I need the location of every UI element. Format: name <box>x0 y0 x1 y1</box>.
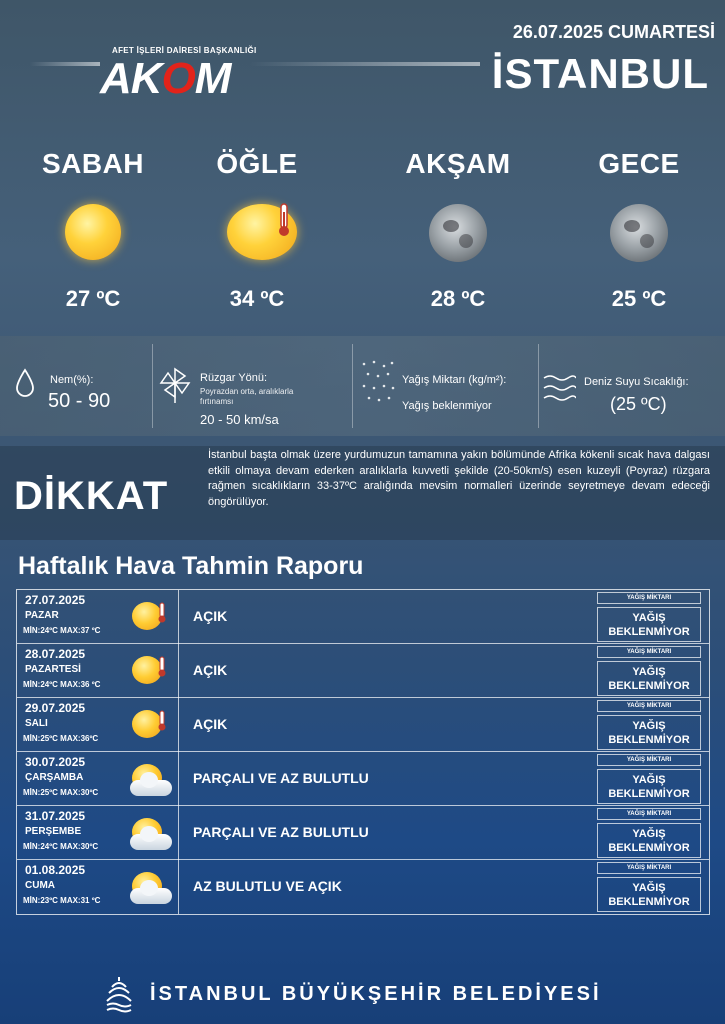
humidity-value: 50 - 90 <box>48 390 111 412</box>
row-description: AÇIK <box>193 608 228 624</box>
hot-sun-icon <box>130 600 166 634</box>
rain-cell <box>597 862 701 912</box>
row-date: 31.07.2025 <box>25 809 86 823</box>
period-label: GECE <box>598 148 680 179</box>
row-description: PARÇALI VE AZ BULUTLU <box>193 824 369 840</box>
divider <box>352 344 353 428</box>
row-date: 28.07.2025 <box>25 647 86 661</box>
partly-cloudy-icon <box>130 762 166 796</box>
day-cell <box>17 860 179 914</box>
logo-streak <box>30 62 100 66</box>
period-temp: 28 ºC <box>430 286 486 311</box>
rain-header: YAĞIŞ MİKTARI <box>597 646 701 658</box>
logo-streak <box>250 62 480 66</box>
rain-header: YAĞIŞ MİKTARI <box>597 862 701 874</box>
table-row <box>17 752 709 806</box>
rain-value: YAĞIŞ BEKLENMİYOR <box>597 877 701 912</box>
period-night <box>564 148 714 312</box>
period-temp: 27 ºC <box>65 286 121 311</box>
row-description: AÇIK <box>193 662 228 678</box>
rain-value: YAĞIŞ BEKLENMİYOR <box>597 823 701 858</box>
row-minmax: MİN:24ºC MAX:37 ºC <box>23 626 101 635</box>
rain-value: YAĞIŞ BEKLENMİYOR <box>597 661 701 696</box>
row-minmax: MİN:25ºC MAX:36ºC <box>23 734 99 743</box>
humidity-cell <box>10 336 150 436</box>
rain-cell <box>597 592 701 642</box>
row-description: AZ BULUTLU VE AÇIK <box>193 878 342 894</box>
row-minmax: MİN:25ºC MAX:30ºC <box>23 788 99 797</box>
table-row <box>17 698 709 752</box>
table-row <box>17 644 709 698</box>
partly-cloudy-icon <box>130 816 166 850</box>
sea-cell <box>540 336 722 436</box>
row-day: PAZAR <box>25 610 59 621</box>
row-day: CUMA <box>25 880 55 891</box>
footer-text: İSTANBUL BÜYÜKŞEHİR BELEDİYESİ <box>150 983 602 1005</box>
rain-cell <box>597 646 701 696</box>
ibb-emblem-icon <box>104 975 134 1013</box>
conditions-bar <box>0 336 725 436</box>
akom-subtitle: AFET İŞLERİ DAİRESİ BAŞKANLIĞI <box>112 46 257 55</box>
partly-cloudy-icon <box>130 870 166 904</box>
rain-value: YAĞIŞ BEKLENMİYOR <box>597 607 701 642</box>
hot-sun-icon <box>130 708 166 742</box>
table-row <box>17 860 709 914</box>
warning-title: DİKKAT <box>14 474 169 518</box>
humidity-label: Nem(%): <box>50 374 94 386</box>
row-date: 29.07.2025 <box>25 701 86 715</box>
akom-logo: AKOM <box>100 54 231 103</box>
day-cell <box>17 644 179 698</box>
day-cell <box>17 806 179 860</box>
period-morning <box>18 148 168 312</box>
row-description: AÇIK <box>193 716 228 732</box>
pinwheel-icon <box>158 366 192 404</box>
footer <box>100 975 640 1015</box>
wind-value: 20 - 50 km/sa <box>200 412 279 427</box>
period-label: SABAH <box>41 148 145 179</box>
table-row <box>17 590 709 644</box>
header <box>0 0 725 120</box>
wind-cell <box>154 336 350 436</box>
rain-cell <box>597 808 701 858</box>
row-day: ÇARŞAMBA <box>25 772 84 783</box>
waves-icon <box>542 372 576 404</box>
day-cell <box>17 590 179 644</box>
rain-value: Yağış beklenmiyor <box>402 400 492 412</box>
row-minmax: MİN:24ºC MAX:30ºC <box>23 842 99 851</box>
rain-header: YAĞIŞ MİKTARI <box>597 754 701 766</box>
rain-header: YAĞIŞ MİKTARI <box>597 700 701 712</box>
period-label: ÖĞLE <box>216 148 298 179</box>
thermometer-icon <box>277 202 291 238</box>
row-date: 01.08.2025 <box>25 863 86 877</box>
day-cell <box>17 698 179 752</box>
rain-label: Yağış Miktarı (kg/m²): <box>402 374 507 386</box>
rain-cell <box>597 700 701 750</box>
rain-header: YAĞIŞ MİKTARI <box>597 592 701 604</box>
warning-text: İstanbul başta olmak üzere yurdumuzun tamamına yakın bölümünde Afrika kökenli sıcak hava dalgası etkili olmaya devam ederken aralıklarla kuvvetli şekilde (20-50km/s) esen kuzeyli (Poyraz) rüzgara rağmen sıcaklıkların 33-37ºC aralığında mevsim normalleri üzerinde seyretmeye devam edeceği öngörülüyor. <box>208 449 710 508</box>
row-day: PAZARTESİ <box>25 664 81 675</box>
period-temp: 25 ºC <box>611 286 667 311</box>
hot-sun-icon <box>227 204 287 264</box>
rain-icon <box>358 358 398 408</box>
row-date: 27.07.2025 <box>25 593 86 607</box>
rain-cell <box>354 336 536 436</box>
sea-temp-label: Deniz Suyu Sıcaklığı: <box>584 376 689 388</box>
row-day: SALI <box>25 718 48 729</box>
droplet-icon <box>14 368 36 398</box>
sun-icon <box>63 204 123 264</box>
period-temp: 34 ºC <box>229 286 285 311</box>
day-cell <box>17 752 179 806</box>
divider <box>538 344 539 428</box>
row-minmax: MİN:24ºC MAX:36 ºC <box>23 680 101 689</box>
moon-icon <box>609 204 669 264</box>
period-noon <box>182 148 332 312</box>
rain-cell <box>597 754 701 804</box>
period-evening <box>383 148 533 312</box>
rain-header: YAĞIŞ MİKTARI <box>597 808 701 820</box>
weekly-forecast-table <box>16 589 710 915</box>
rain-value: YAĞIŞ BEKLENMİYOR <box>597 715 701 750</box>
city-title: İSTANBUL <box>491 50 709 97</box>
period-label: AKŞAM <box>405 148 511 179</box>
row-minmax: MİN:23ºC MAX:31 ºC <box>23 896 101 905</box>
weekly-title: Haftalık Hava Tahmin Raporu <box>18 552 364 580</box>
row-date: 30.07.2025 <box>25 755 86 769</box>
report-date: 26.07.2025 CUMARTESİ <box>512 22 715 42</box>
moon-icon <box>428 204 488 264</box>
table-row <box>17 806 709 860</box>
divider <box>152 344 153 428</box>
sea-temp-value: (25 ºC) <box>610 394 667 414</box>
hot-sun-icon <box>130 654 166 688</box>
wind-detail: Poyrazdan orta, aralıklarla fırtınamsı <box>200 387 294 406</box>
row-description: PARÇALI VE AZ BULUTLU <box>193 770 369 786</box>
wind-label: Rüzgar Yönü: <box>200 372 268 384</box>
row-day: PERŞEMBE <box>25 826 82 837</box>
rain-value: YAĞIŞ BEKLENMİYOR <box>597 769 701 804</box>
